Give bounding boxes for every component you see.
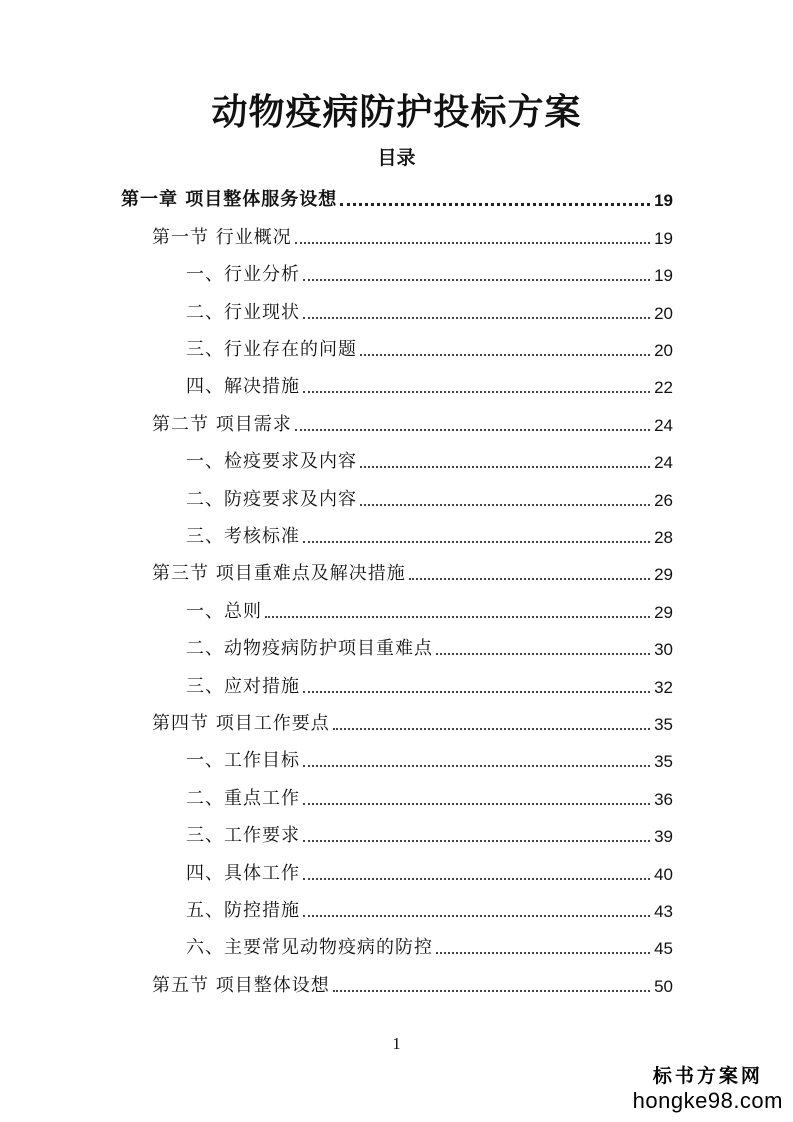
toc-entry-label: 一、工作目标: [186, 750, 300, 772]
toc-entry-label: 三、工作要求: [186, 825, 300, 847]
toc-entry-page: 29: [654, 602, 673, 622]
toc-dot-leader: [340, 203, 650, 206]
toc-dot-leader: [303, 391, 650, 393]
toc-entry[interactable]: [152, 698, 673, 735]
toc-entry[interactable]: [152, 959, 673, 996]
toc-entry-page: 24: [654, 453, 673, 473]
toc-entry-label: 第四节 项目工作要点: [152, 712, 330, 734]
document-title: 动物疫病防护投标方案: [211, 92, 582, 133]
toc-entry[interactable]: [186, 324, 673, 361]
toc-entry[interactable]: [186, 511, 673, 548]
toc-entry-page: 43: [654, 901, 673, 921]
toc-entry[interactable]: [186, 810, 673, 847]
toc-entry[interactable]: [186, 361, 673, 398]
toc-entry[interactable]: [186, 436, 673, 473]
toc-entry-label: 一、检疫要求及内容: [186, 451, 357, 473]
toc-dot-leader: [409, 578, 650, 580]
toc-entry-label: 三、行业存在的问题: [186, 338, 357, 360]
toc-dot-leader: [360, 466, 650, 468]
toc-entry-page: 19: [654, 266, 673, 286]
page-number: 1: [392, 1034, 401, 1053]
toc-entry-page: 22: [654, 378, 673, 398]
toc-entry-page: 36: [654, 789, 673, 809]
toc-entry-label: 第三节 项目重难点及解决措施: [152, 563, 406, 585]
toc-dot-leader: [436, 653, 650, 655]
toc-dot-leader: [303, 878, 650, 880]
toc-entry[interactable]: [186, 249, 673, 286]
toc-entry-page: 50: [654, 976, 673, 996]
toc-dot-leader: [360, 504, 650, 506]
toc-entry[interactable]: [186, 473, 673, 510]
watermark-url: hongke98.com: [632, 1088, 783, 1113]
toc-dot-leader: [303, 840, 650, 842]
toc-entry-label: 二、动物疫病防护项目重难点: [186, 638, 433, 660]
toc-entry[interactable]: [186, 623, 673, 660]
toc-dot-leader: [303, 541, 650, 543]
toc-entry-page: 39: [654, 827, 673, 847]
toc-entry-page: 32: [654, 677, 673, 697]
toc-entry[interactable]: [152, 398, 673, 435]
toc-entry-page: 19: [654, 228, 673, 248]
toc-dot-leader: [303, 803, 650, 805]
toc-dot-leader: [265, 616, 650, 618]
toc-entry-page: 19: [654, 191, 673, 211]
toc-entry[interactable]: [152, 211, 673, 248]
watermark-site-name: 标书方案网: [652, 1065, 763, 1087]
toc-entry-label: 第一章 项目整体服务设想: [121, 189, 338, 211]
toc-dot-leader: [333, 990, 650, 992]
toc-dot-leader: [295, 429, 650, 431]
toc-entry-page: 20: [654, 303, 673, 323]
toc-entry-page: 40: [654, 864, 673, 884]
toc-entry[interactable]: [186, 735, 673, 772]
toc-entry-label: 六、主要常见动物疫病的防控: [186, 937, 433, 959]
toc-entry[interactable]: [186, 847, 673, 884]
toc-entry-page: 30: [654, 640, 673, 660]
toc-entry-label: 三、应对措施: [186, 675, 300, 697]
toc-entry[interactable]: [152, 548, 673, 585]
watermark: [633, 1064, 783, 1114]
toc-entry-label: 一、行业分析: [186, 264, 300, 286]
toc-dot-leader: [295, 242, 650, 244]
toc-entry[interactable]: [121, 174, 673, 211]
toc-entry-label: 第一节 行业概况: [152, 226, 292, 248]
toc-entry-page: 35: [654, 714, 673, 734]
toc-entry[interactable]: [186, 660, 673, 697]
toc-entry-page: 28: [654, 527, 673, 547]
toc-entry-page: 24: [654, 415, 673, 435]
toc-entry[interactable]: [186, 286, 673, 323]
toc-entry-label: 二、行业现状: [186, 301, 300, 323]
toc-entry-page: 29: [654, 565, 673, 585]
toc-entry-label: 第二节 项目需求: [152, 413, 292, 435]
toc-entry-label: 二、重点工作: [186, 787, 300, 809]
toc-entry[interactable]: [186, 772, 673, 809]
toc-entry-page: 35: [654, 752, 673, 772]
toc-dot-leader: [303, 765, 650, 767]
toc-dot-leader: [303, 279, 650, 281]
toc-dot-leader: [360, 354, 650, 356]
toc-entry-label: 第五节 项目整体设想: [152, 974, 330, 996]
toc-dot-leader: [436, 952, 650, 954]
toc-entry-page: 26: [654, 490, 673, 510]
toc-entry[interactable]: [186, 585, 673, 622]
toc-entry-label: 四、解决措施: [186, 376, 300, 398]
toc-entry-label: 五、防控措施: [186, 899, 300, 921]
toc-dot-leader: [303, 691, 650, 693]
toc-dot-leader: [303, 915, 650, 917]
toc-entry-label: 四、具体工作: [186, 862, 300, 884]
toc-entry-label: 三、考核标准: [186, 525, 300, 547]
toc-entry-page: 45: [654, 939, 673, 959]
toc-entry-page: 20: [654, 340, 673, 360]
toc-heading: 目录: [377, 147, 416, 169]
toc-entry-label: 一、总则: [186, 600, 262, 622]
toc-dot-leader: [333, 728, 650, 730]
toc-entry[interactable]: [186, 922, 673, 959]
toc-dot-leader: [303, 317, 650, 319]
toc-entry-label: 二、防疫要求及内容: [186, 488, 357, 510]
toc-entry[interactable]: [186, 885, 673, 922]
